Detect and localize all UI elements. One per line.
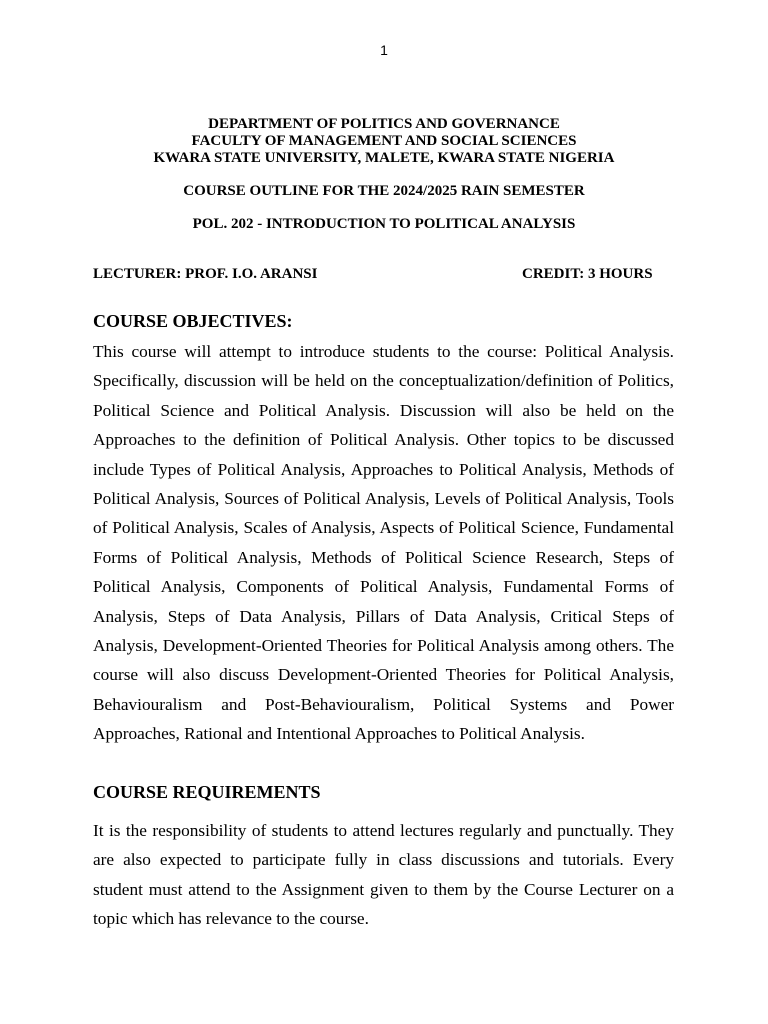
- faculty-name: FACULTY OF MANAGEMENT AND SOCIAL SCIENCES: [191, 133, 577, 149]
- objectives-heading: COURSE OBJECTIVES:: [93, 311, 293, 331]
- requirements-heading: COURSE REQUIREMENTS: [93, 782, 321, 802]
- credit-hours: CREDIT: 3 HOURS: [522, 266, 653, 282]
- lecturer-name: LECTURER: PROF. I.O. ARANSI: [93, 266, 318, 282]
- document-header: [0, 116, 768, 167]
- department-name: DEPARTMENT OF POLITICS AND GOVERNANCE: [208, 116, 560, 132]
- university-name: KWARA STATE UNIVERSITY, MALETE, KWARA STATE NIGERIA: [153, 150, 615, 166]
- page-number: 1: [380, 42, 388, 58]
- objectives-paragraph: This course will attempt to introduce students to the course: Political Analysis. Specifically, discussion will be held on the conceptualization/definition of Politics, Political Science and Political Analysis. Discussion will also be held on the Approaches to the definition of Political Analysis. Other topics to be discussed include Types of Political Analysis, Approaches to Political Analysis, Methods of Political Analysis, Sources of Political Analysis, Levels of Political Analysis, Tools of Political Analysis, Scales of Analysis, Aspects of Political Science, Fundamental Forms of Political Analysis, Methods of Political Science Research, Steps of Political Analysis, Components of Political Analysis, Fundamental Forms of Analysis, Steps of Data Analysis, Pillars of Data Analysis, Critical Steps of Analysis, Development-Oriented Theories for Political Analysis among others. The course will also discuss Development-Oriented Theories for Political Analysis, Behaviouralism and Post-Behaviouralism, Political Systems and Power Approaches, Rational and Intentional Approaches to Political Analysis.: [93, 342, 674, 744]
- outline-title: COURSE OUTLINE FOR THE 2024/2025 RAIN SEMESTER: [183, 183, 585, 199]
- requirements-paragraph: It is the responsibility of students to attend lectures regularly and punctually. They are also expected to participate fully in class discussions and tutorials. Every student must attend to the Assignment given to them by the Course Lecturer on a topic which has relevance to the course.: [93, 821, 674, 929]
- course-title: POL. 202 - INTRODUCTION TO POLITICAL ANALYSIS: [192, 216, 576, 232]
